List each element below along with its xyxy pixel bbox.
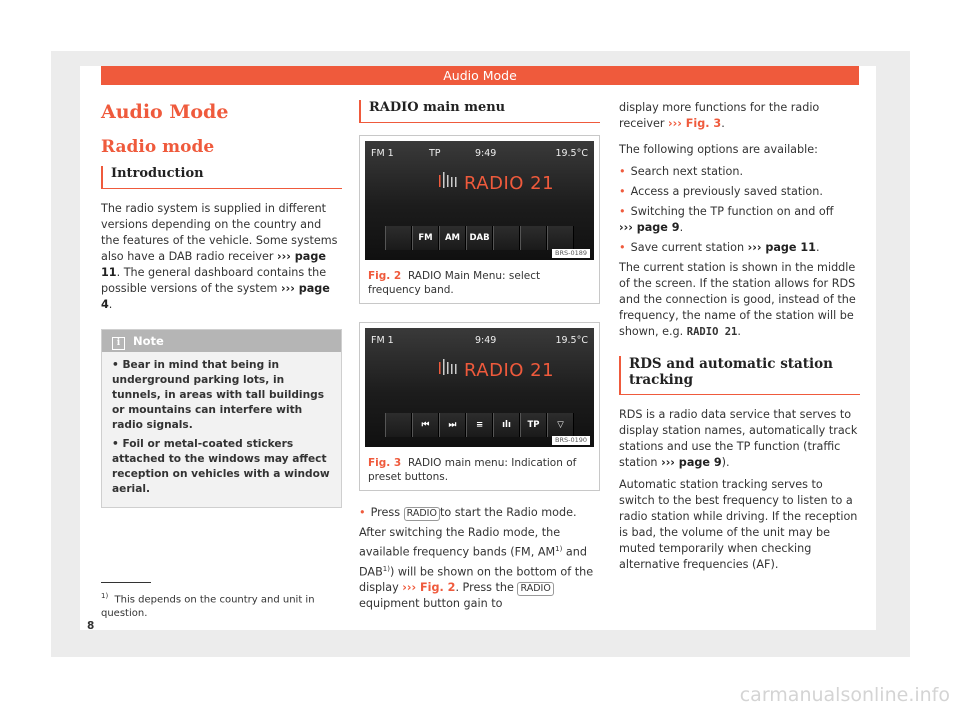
figure-caption: Fig. 3 RADIO main menu: Indication of preset buttons. [368,457,577,483]
clock: 9:49 [475,148,497,159]
figure-code: BRS-0190 [552,436,590,445]
radio-paragraph: After switching the Radio mode, the available frequency bands (FM, AM$^{1)}$ and DAB$^{1)}$) will be shown on the bottom of the display ››› Fig. 2. Press the RADIO equipment button gain to [359,526,594,611]
page-link[interactable]: ››› page 4 [101,282,330,311]
radio-screen [365,328,594,447]
tp-label: TP [429,148,441,159]
section-heading-radio-main-menu: RADIO main menu [359,100,600,123]
radio-key: RADIO [517,582,553,596]
option-item: • Search next station. [619,165,743,178]
info-icon: i [112,337,125,350]
chevron-down-icon[interactable]: ▽ [547,413,574,437]
softkey[interactable] [385,226,412,250]
watermark: carmanualsonline.info [739,684,950,706]
footnote-text: $^{1)}$ This depends on the country and unit in question. [101,592,315,620]
station-name: RADIO 21 [464,173,555,194]
figure-caption: Fig. 2 RADIO Main Menu: select frequency band. [368,270,541,296]
softkey-row [385,226,574,250]
column-right [619,100,860,579]
bullet-icon: • [359,506,366,519]
example-station: RADIO 21 [686,326,738,338]
radio-screen [365,141,594,260]
softkey[interactable] [547,226,574,250]
option-item: • Access a previously saved station. [619,185,823,198]
figure-2 [359,135,600,304]
band-label: FM 1 [371,148,394,159]
fm-button[interactable]: FM [412,226,439,250]
signal-bars-icon [438,357,458,377]
page-link[interactable]: ››› page 11 [747,241,816,254]
station-name: RADIO 21 [464,360,555,381]
page-number: 8 [87,620,95,632]
note-item: • Foil or metal-coated stickers attached to the windows may affect reception on vehicles with a window aerial. [112,438,330,495]
station-paragraph: The current station is shown in the middle of the screen. If the station allows for RDS and the connection is good, instead of the frequency, the name of the station will be shown, e.g. RADIO 21. [619,261,856,338]
figure-3 [359,322,600,491]
equalizer-icon[interactable]: ılı [493,413,520,437]
skip-forward-icon[interactable]: ⏭ [439,413,466,437]
figure-link[interactable]: ››› Fig. 2 [402,581,456,595]
page-link[interactable]: ››› page 11 [101,250,326,279]
signal-bars-icon [438,170,458,190]
figure-code: BRS-0189 [552,249,590,258]
note-body [102,352,341,507]
temperature: 19.5°C [555,148,588,159]
tracking-paragraph: Automatic station tracking serves to switch to the best frequency to listen to a radio station while driving. If the reception is bad, the volume of the unit may be muted temporarily when checking alternative frequencies (AF). [619,478,858,571]
tp-button[interactable]: TP [520,413,547,437]
option-item: • Switching the TP function on and off ››› page 9. [619,205,834,234]
section-heading-rds: RDS and automatic station tracking [619,356,860,395]
footnote [101,582,342,627]
note-box [101,329,342,508]
rds-paragraph: RDS is a radio data service that serves to display station names, automatically track stations and use the TP function (traffic station ››› page 9). [619,408,858,469]
clock: 9:49 [475,335,497,346]
bullet-press-radio: • Press RADIO to start the Radio mode. [359,506,577,519]
column-left [101,100,342,508]
section-heading-introduction: Introduction [101,166,342,189]
options-intro: The following options are available: [619,143,818,156]
softkey[interactable] [385,413,412,437]
option-item: • Save current station ››› page 11. [619,241,820,254]
note-item: • Bear in mind that being in underground parking lots, in tunnels, in areas with tall buildings or mountains can interfere with radio signals. [112,359,324,431]
page-link[interactable]: ››› page 9 [619,221,680,234]
continuation-paragraph: display more functions for the radio receiver ››› Fig. 3. [619,101,820,130]
temperature: 19.5°C [555,335,588,346]
am-button[interactable]: AM [439,226,466,250]
footnote-rule [101,582,151,583]
band-label: FM 1 [371,335,394,346]
page-subtitle: Radio mode [101,137,215,157]
note-header: i Note [102,330,341,352]
column-middle [359,100,600,618]
intro-paragraph: The radio system is supplied in different versions depending on the country and the features of the vehicle. Some systems also have a DAB radio receiver ››› page 11. The general dashboard contains the possible versions of the system ››› page 4. [101,202,338,311]
softkey[interactable] [520,226,547,250]
page-title: Audio Mode [101,101,229,123]
dab-button[interactable]: DAB [466,226,493,250]
softkey[interactable] [493,226,520,250]
list-icon[interactable]: ≡ [466,413,493,437]
skip-back-icon[interactable]: ⏮ [412,413,439,437]
chapter-header: Audio Mode [101,66,859,85]
figure-link[interactable]: ››› Fig. 3 [668,117,722,130]
radio-key: RADIO [404,507,440,521]
softkey-row [385,413,574,437]
page-link[interactable]: ››› page 9 [661,456,722,469]
